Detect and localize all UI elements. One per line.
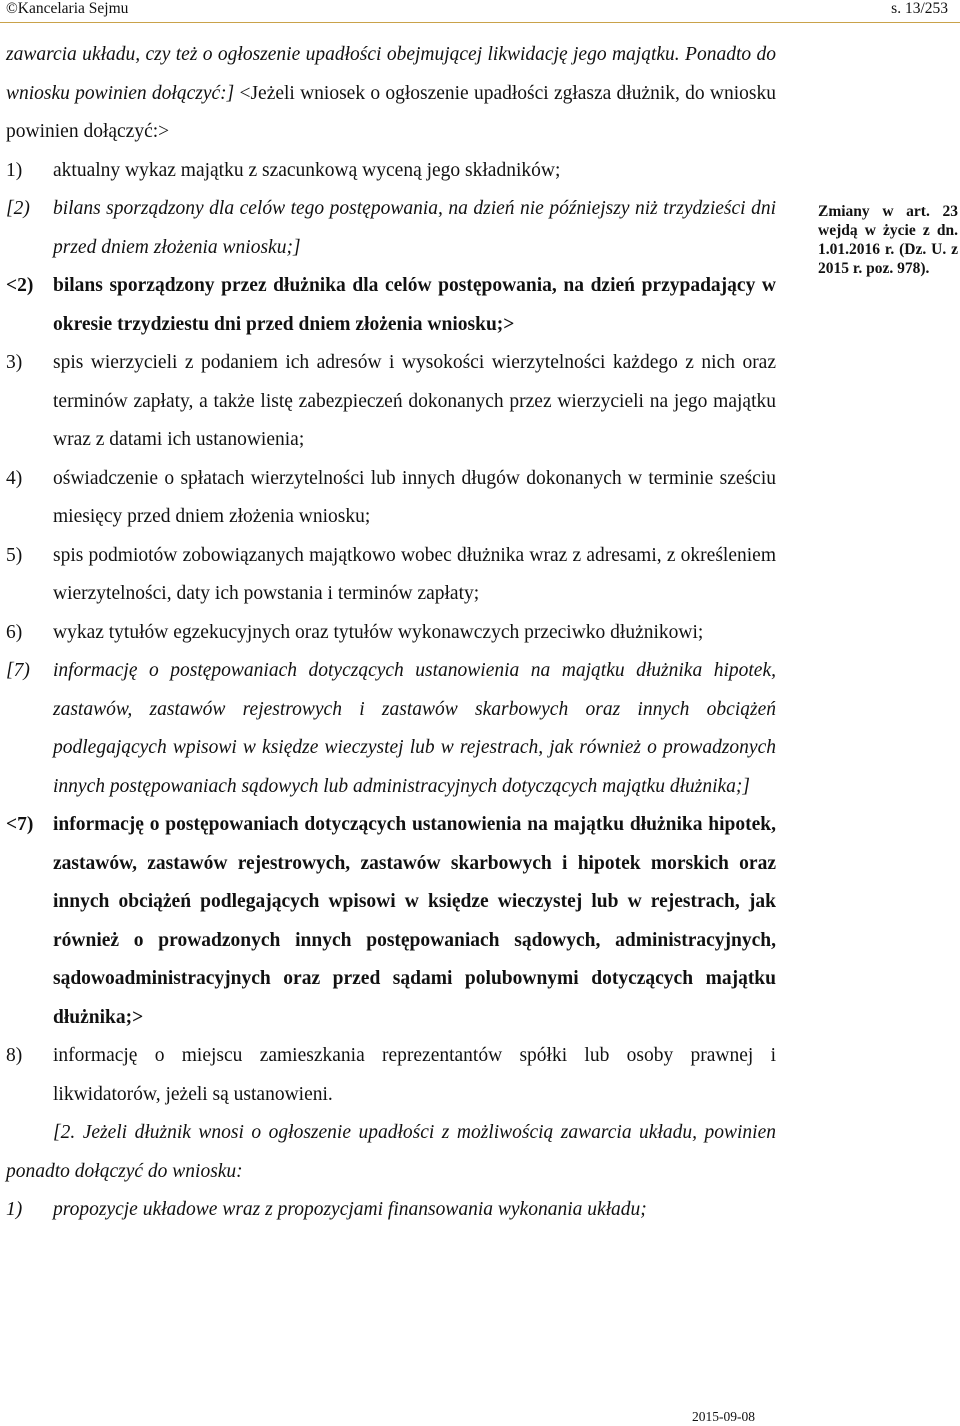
item-text: spis wierzycieli z podaniem ich adresów i wysokości wierzytelności każdego z nich oraz terminów zapłaty, a także listę zabezpieczeń dokonanych przez wierzycieli na jego majątku wraz z datami ich ustanowienia; bbox=[53, 352, 776, 450]
document-body bbox=[6, 36, 776, 1230]
intro-paragraph bbox=[6, 36, 776, 152]
list-item bbox=[6, 537, 776, 614]
item-text: wykaz tytułów egzekucyjnych oraz tytułów wykonawczych przeciwko dłużnikowi; bbox=[53, 621, 704, 643]
item-text: aktualny wykaz majątku z szacunkową wyceną jego składników; bbox=[53, 159, 561, 181]
list-item bbox=[6, 267, 776, 344]
item-text: oświadczenie o spłatach wierzytelności lub innych długów dokonanych w terminie sześciu miesięcy przed dniem złożenia wniosku; bbox=[53, 467, 776, 527]
item-number: <7) bbox=[6, 814, 34, 835]
section-2-text: [2. Jeżeli dłużnik wnosi o ogłoszenie upadłości z możliwością zawarcia układu, powinien ponadto dołączyć do wniosku: bbox=[6, 1122, 776, 1182]
list-item bbox=[6, 460, 776, 537]
item-text: spis podmiotów zobowiązanych majątkowo wobec dłużnika wraz z adresami, z określeniem wierzytelności, daty ich powstania i terminów zapłaty; bbox=[53, 544, 776, 604]
list-item bbox=[6, 1037, 776, 1114]
intro-italic-text: zawarcia układu, czy też o ogłoszenie upadłości obejmującej likwidację jego majątku. Ponadto do wniosku powinien dołączyć:] bbox=[6, 44, 776, 104]
item-number: 1) bbox=[6, 1199, 23, 1220]
item-text: informację o postępowaniach dotyczących ustanowienia na majątku dłużnika hipotek, zastawów, zastawów rejestrowych, zastawów skarbowych i hipotek morskich oraz innych obciążeń podlegających wpisowi w księdze wieczystej lub w rejestrach, jak również o prowadzonych innych postępowaniach sądowych, administracyjnych, sądowoadministracyjnych oraz przed sądami polubownymi dotyczących majątku dłużnika;> bbox=[53, 814, 776, 1028]
item-number: 8) bbox=[6, 1045, 23, 1066]
item-number: [2) bbox=[6, 198, 30, 219]
item-number: 3) bbox=[6, 352, 23, 373]
list-item bbox=[6, 344, 776, 460]
page-header bbox=[0, 0, 960, 22]
list-item bbox=[6, 652, 776, 806]
list-item bbox=[6, 1191, 776, 1230]
list-item bbox=[6, 152, 776, 191]
item-number: 6) bbox=[6, 621, 23, 643]
item-number: 5) bbox=[6, 544, 23, 566]
item-number: 1) bbox=[6, 159, 23, 181]
section-2-paragraph bbox=[6, 1114, 776, 1191]
item-text: propozycje układowe wraz z propozycjami finansowania wykonania układu; bbox=[53, 1199, 647, 1220]
item-text: informację o miejscu zamieszkania reprezentantów spółki lub osoby prawnej i likwidatorów, jeżeli są ustanowieni. bbox=[53, 1045, 776, 1105]
list-item bbox=[6, 190, 776, 267]
item-text: bilans sporządzony przez dłużnika dla celów postępowania, na dzień przypadający w okresie trzydziestu dni przed dniem złożenia wniosku;> bbox=[53, 275, 776, 335]
publisher-label: ©Kancelaria Sejmu bbox=[6, 0, 129, 17]
intro-normal-text: <Jeżeli wniosek o ogłoszenie upadłości zgłasza dłużnik, do wniosku powinien dołączyć:> bbox=[6, 82, 777, 142]
item-text: bilans sporządzony dla celów tego postępowania, na dzień nie późniejszy niż trzydzieści dni przed dniem złożenia wniosku;] bbox=[53, 198, 776, 258]
item-number: [7) bbox=[6, 660, 30, 681]
page-number: s. 13/253 bbox=[891, 0, 948, 17]
list-item bbox=[6, 614, 776, 653]
list-item bbox=[6, 806, 776, 1037]
header-divider bbox=[0, 22, 960, 23]
item-number: <2) bbox=[6, 275, 34, 296]
item-number: 4) bbox=[6, 467, 23, 489]
item-text: informację o postępowaniach dotyczących ustanowienia na majątku dłużnika hipotek, zastawów, zastawów rejestrowych i zastawów skarbowych oraz innych obciążeń podlegających wpisowi w księdze wieczystej lub w rejestrach, jak również o prowadzonych innych postępowaniach sądowych lub administracyjnych dotyczących majątku dłużnika;] bbox=[53, 660, 776, 797]
footer-date: 2015-09-08 bbox=[692, 1409, 755, 1424]
margin-note: Zmiany w art. 23 wejdą w życie z dn. 1.01.2016 r. (Dz. U. z 2015 r. poz. 978). bbox=[818, 203, 958, 277]
